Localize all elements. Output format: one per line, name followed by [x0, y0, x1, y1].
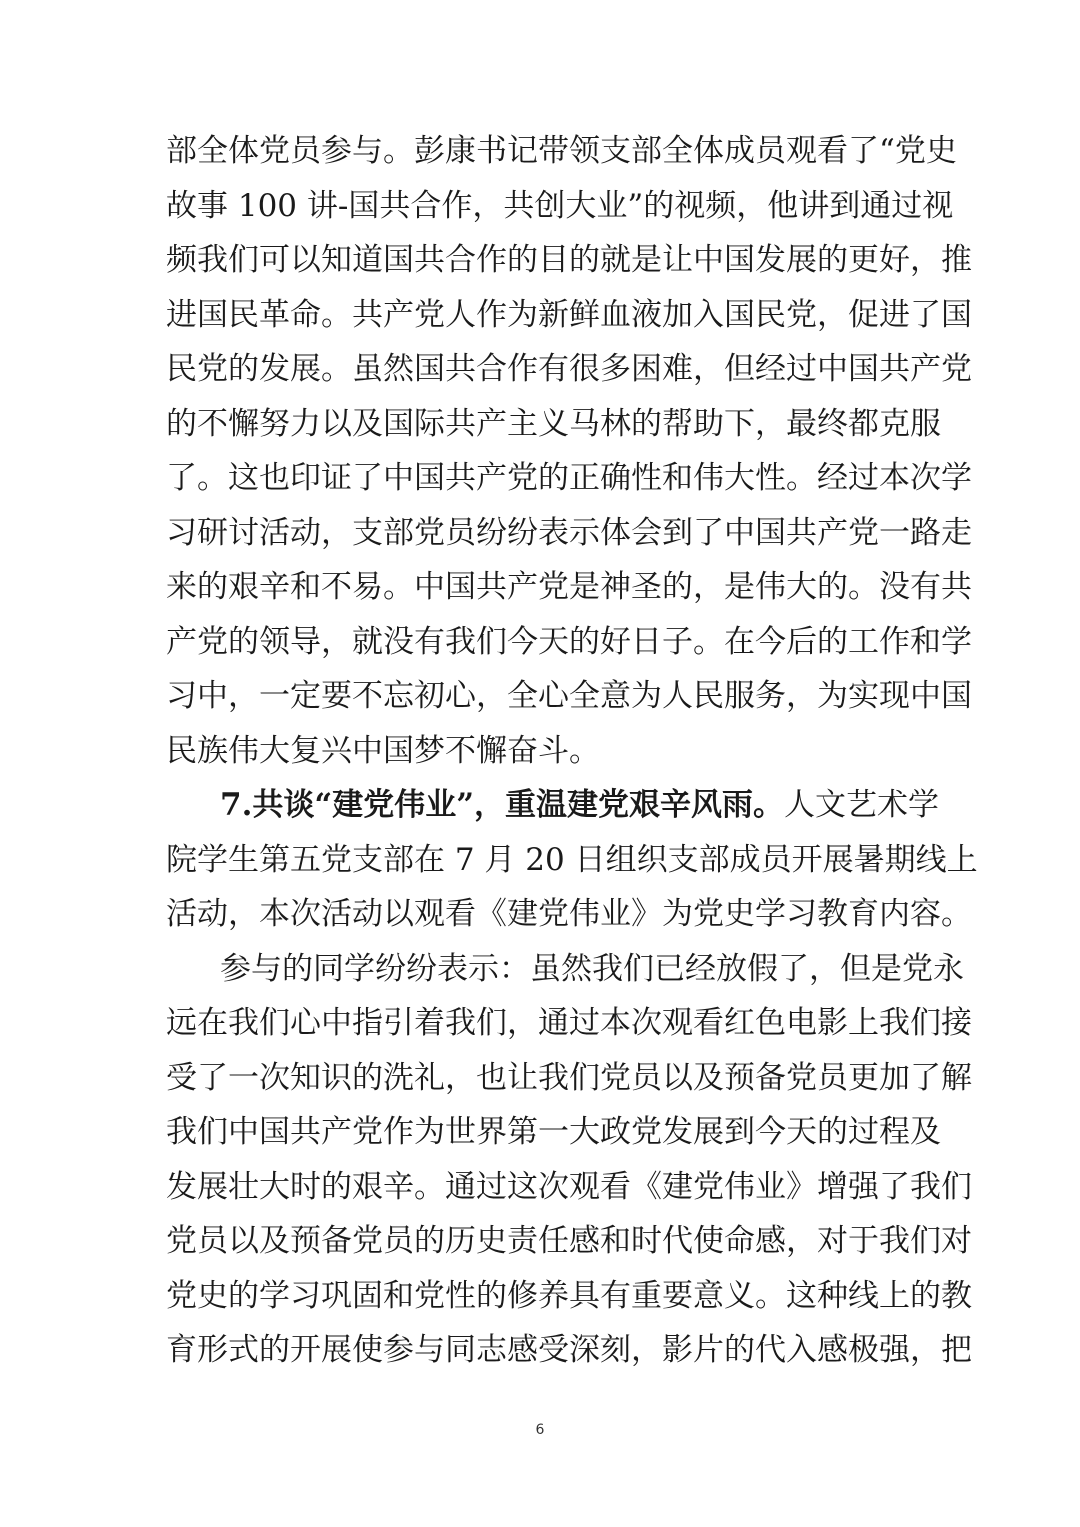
paragraph-3-line: 受了一次知识的洗礼，也让我们党员以及预备党员更加了解 [166, 1059, 972, 1096]
paragraph-3-line: 我们中国共产党作为世界第一大政党发展到今天的过程及 [166, 1114, 941, 1150]
paragraph-2-first-line-text: 人文艺术学 [784, 787, 940, 823]
paragraph-3-line: 发展壮大时的艰辛。通过这次观看《建党伟业》增强了我们 [166, 1168, 972, 1205]
paragraph-1-line: 习研讨活动，支部党员纷纷表示体会到了中国共产党一路走 [166, 514, 972, 551]
paragraph-3-line: 育形式的开展使参与同志感受深刻，影片的代入感极强，把 [166, 1332, 972, 1368]
body-text [166, 124, 978, 1378]
paragraph-1-line: 故事 100 讲-国共合作，共创大业”的视频，他讲到通过视 [166, 187, 954, 224]
paragraph-1-line: 民党的发展。虽然国共合作有很多困难，但经过中国共产党 [166, 351, 972, 387]
paragraph-1-line: 的不懈努力以及国际共产主义马林的帮助下，最终都克服 [166, 405, 941, 442]
section-heading: 7.共谈“建党伟业”，重温建党艰辛风雨。 [220, 787, 785, 823]
paragraph-1-line: 了。这也印证了中国共产党的正确性和伟大性。经过本次学 [166, 460, 972, 496]
paragraph-2-first-line [166, 778, 940, 833]
paragraph-1-line: 进国民革命。共产党人作为新鲜血液加入国民党，促进了国 [166, 296, 972, 333]
paragraph-1-line: 习中，一定要不忘初心，全心全意为人民服务，为实现中国 [166, 678, 972, 714]
paragraph-1-line: 部全体党员参与。彭康书记带领支部全体成员观看了“党史 [166, 133, 957, 169]
page-number: 6 [535, 1422, 545, 1438]
paragraph-1-line: 来的艰辛和不易。中国共产党是神圣的，是伟大的。没有共 [166, 569, 972, 605]
paragraph-2-line: 院学生第五党支部在 7 月 20 日组织支部成员开展暑期线上 [166, 841, 978, 878]
paragraph-3-line: 党员以及预备党员的历史责任感和时代使命感，对于我们对 [166, 1223, 972, 1259]
paragraph-3-line: 远在我们心中指引着我们，通过本次观看红色电影上我们接 [166, 1005, 972, 1041]
paragraph-1-line: 民族伟大复兴中国梦不懈奋斗。 [166, 732, 600, 769]
paragraph-2-line: 活动，本次活动以观看《建党伟业》为党史学习教育内容。 [166, 896, 972, 932]
paragraph-1-line: 频我们可以知道国共合作的目的就是让中国发展的更好，推 [166, 242, 972, 278]
paragraph-1-line: 产党的领导，就没有我们今天的好日子。在今后的工作和学 [166, 623, 972, 660]
paragraph-3-line: 参与的同学纷纷表示：虽然我们已经放假了，但是党永 [220, 950, 964, 987]
paragraph-3-line: 党史的学习巩固和党性的修养具有重要意义。这种线上的教 [166, 1277, 972, 1314]
